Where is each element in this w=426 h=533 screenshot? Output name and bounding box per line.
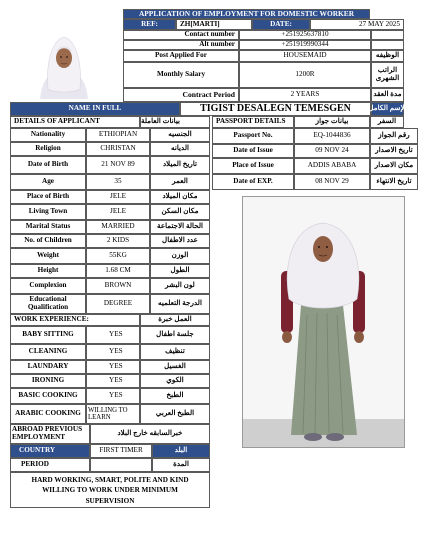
alt-number-extra: [371, 40, 404, 50]
weight-label: Weight: [10, 248, 86, 264]
abroad-employment-header: ABROAD PREVIOUS EMPLOYMENT: [10, 424, 90, 444]
height-arabic: الطول: [150, 264, 210, 278]
no-of-children-arabic: عدد الاطفال: [150, 234, 210, 248]
baby-sitting-arabic: جلسة اطفال: [140, 326, 210, 344]
ref-value: ZH[MARTI]: [176, 19, 252, 30]
religion-label: Religion: [10, 142, 86, 156]
ironing-label: IRONING: [10, 374, 86, 388]
marital-status-arabic: الحالة الاجتماعة: [150, 220, 210, 234]
place-of-birth-arabic: مكان الميلاد: [150, 190, 210, 204]
date-of-birth-label: Date of Birth: [10, 156, 86, 174]
applicant-full-body-photo: [242, 196, 405, 448]
name-in-full-label: NAME IN FULL: [10, 102, 180, 116]
age-label: Age: [10, 174, 86, 190]
date-of-issue-label: Date of Issue: [212, 144, 294, 158]
place-of-birth-value: JELE: [86, 190, 150, 204]
weight-arabic: الوزن: [150, 248, 210, 264]
religion-arabic: الديانه: [150, 142, 210, 156]
work-experience-header-arabic: العمل خبرة: [140, 314, 210, 326]
period-arabic: المدة: [152, 458, 210, 472]
marital-status-label: Marital Status: [10, 220, 86, 234]
laundary-value: YES: [86, 360, 140, 374]
date-label: DATE:: [252, 19, 310, 30]
work-experience-header: WORK EXPERIENCE:: [10, 314, 140, 326]
contract-period-label: Contract Period: [123, 88, 239, 102]
name-in-full-value: TIGIST DESALEGN TEMESGEN: [180, 102, 371, 116]
place-of-issue-value: ADDIS ABABA: [294, 158, 370, 174]
country-value: FIRST TIMER: [90, 444, 152, 458]
cleaning-value: YES: [86, 344, 140, 360]
complexion-arabic: لون البشر: [150, 278, 210, 294]
age-value: 35: [86, 174, 150, 190]
complexion-label: Complexion: [10, 278, 86, 294]
period-value: [90, 458, 152, 472]
applicant-details-header: DETAILS OF APPLICANT: [10, 116, 140, 128]
nationality-label: Nationality: [10, 128, 86, 142]
passport-no-label: Passport No.: [212, 128, 294, 144]
educational-qualification-value: DEGREE: [86, 294, 150, 314]
post-applied-arabic: الوظيفه: [371, 50, 404, 62]
nationality-value: ETHIOPIAN: [86, 128, 150, 142]
date-of-issue-value: 09 NOV 24: [294, 144, 370, 158]
no-of-children-value: 2 KIDS: [86, 234, 150, 248]
place-of-issue-label: Place of Issue: [212, 158, 294, 174]
arabic-cooking-value: WILLING TO LEARN: [86, 404, 140, 424]
monthly-salary-label: Monthly Salary: [123, 62, 239, 88]
passport-details-header-arabic: بيانات جواز: [294, 116, 370, 128]
date-of-exp-label: Date of EXP.: [212, 174, 294, 190]
educational-qualification-label: Educational Qualification: [10, 294, 86, 314]
full-body-image: [243, 197, 404, 447]
living-town-label: Living Town: [10, 204, 86, 220]
country-label: COUNTRY: [10, 444, 90, 458]
baby-sitting-value: YES: [86, 326, 140, 344]
form-title: APPLICATION OF EMPLOYMENT FOR DOMESTIC WORKER: [123, 9, 370, 19]
place-of-birth-label: Place of Birth: [10, 190, 86, 204]
religion-value: CHRISTAN: [86, 142, 150, 156]
passport-details-header-arabic-2: السفر: [370, 116, 404, 128]
passport-details-header: PASSPORT DETAILS: [212, 116, 294, 128]
date-of-birth-value: 21 NOV 89: [86, 156, 150, 174]
age-arabic: العمر: [150, 174, 210, 190]
period-label: PERIOD: [10, 458, 90, 472]
baby-sitting-label: BABY SITTING: [10, 326, 86, 344]
marital-status-value: MARRIED: [86, 220, 150, 234]
no-of-children-label: No. of Children: [10, 234, 86, 248]
date-value: 27 MAY 2025: [310, 19, 404, 30]
monthly-salary-value: 1200R: [239, 62, 371, 88]
height-label: Height: [10, 264, 86, 278]
contact-number-value: +251925637810: [239, 30, 371, 40]
applicant-portrait-photo: [10, 19, 118, 99]
contract-period-arabic: مدة العقد: [371, 88, 404, 102]
applicant-details-header-arabic: بيانات العاملة: [140, 116, 210, 128]
abroad-employment-header-arabic: خبرالسابقه خارج البلاد: [90, 424, 210, 444]
basic-cooking-label: BASIC COOKING: [10, 388, 86, 404]
complexion-value: BROWN: [86, 278, 150, 294]
remarks-text: HARD WORKING, SMART, POLITE AND KIND WILLING TO WORK UNDER MINIMUM SUPERVISION: [10, 472, 210, 508]
portrait-image: [10, 19, 118, 99]
living-town-value: JELE: [86, 204, 150, 220]
date-of-birth-arabic: تاريخ الميلاد: [150, 156, 210, 174]
name-in-full-arabic: الإسم الكامل: [371, 102, 404, 116]
height-value: 1.68 CM: [86, 264, 150, 278]
place-of-issue-arabic: مكان الاصدار: [370, 158, 418, 174]
basic-cooking-value: YES: [86, 388, 140, 404]
date-of-exp-value: 08 NOV 29: [294, 174, 370, 190]
educational-qualification-arabic: الدرجة التعلميه: [150, 294, 210, 314]
ironing-value: YES: [86, 374, 140, 388]
nationality-arabic: الجنسيه: [150, 128, 210, 142]
date-of-issue-arabic: تاريخ الاصدار: [370, 144, 418, 158]
living-town-arabic: مكان السكن: [150, 204, 210, 220]
arabic-cooking-arabic: الطبخ العربي: [140, 404, 210, 424]
post-applied-label: Post Applied For: [123, 50, 239, 62]
ref-label: REF:: [123, 19, 176, 30]
weight-value: 55KG: [86, 248, 150, 264]
ironing-arabic: الكوي: [140, 374, 210, 388]
monthly-salary-arabic: الراتب الشهرى: [371, 62, 404, 88]
date-of-exp-arabic: تاريخ الانتهاء: [370, 174, 418, 190]
laundary-arabic: الغسيل: [140, 360, 210, 374]
country-arabic: البلد: [152, 444, 210, 458]
cleaning-label: CLEANING: [10, 344, 86, 360]
basic-cooking-arabic: الطبخ: [140, 388, 210, 404]
post-applied-value: HOUSEMAID: [239, 50, 371, 62]
passport-no-value: EQ-1044836: [294, 128, 370, 144]
contract-period-value: 2 YEARS: [239, 88, 371, 102]
passport-no-arabic: رقم الجواز: [370, 128, 418, 144]
contact-number-extra: [371, 30, 404, 40]
laundary-label: LAUNDARY: [10, 360, 86, 374]
alt-number-label: Alt number: [123, 40, 239, 50]
contact-number-label: Contact number: [123, 30, 239, 40]
arabic-cooking-label: ARABIC COOKING: [10, 404, 86, 424]
cleaning-arabic: تنظيف: [140, 344, 210, 360]
alt-number-value: +251919990344: [239, 40, 371, 50]
